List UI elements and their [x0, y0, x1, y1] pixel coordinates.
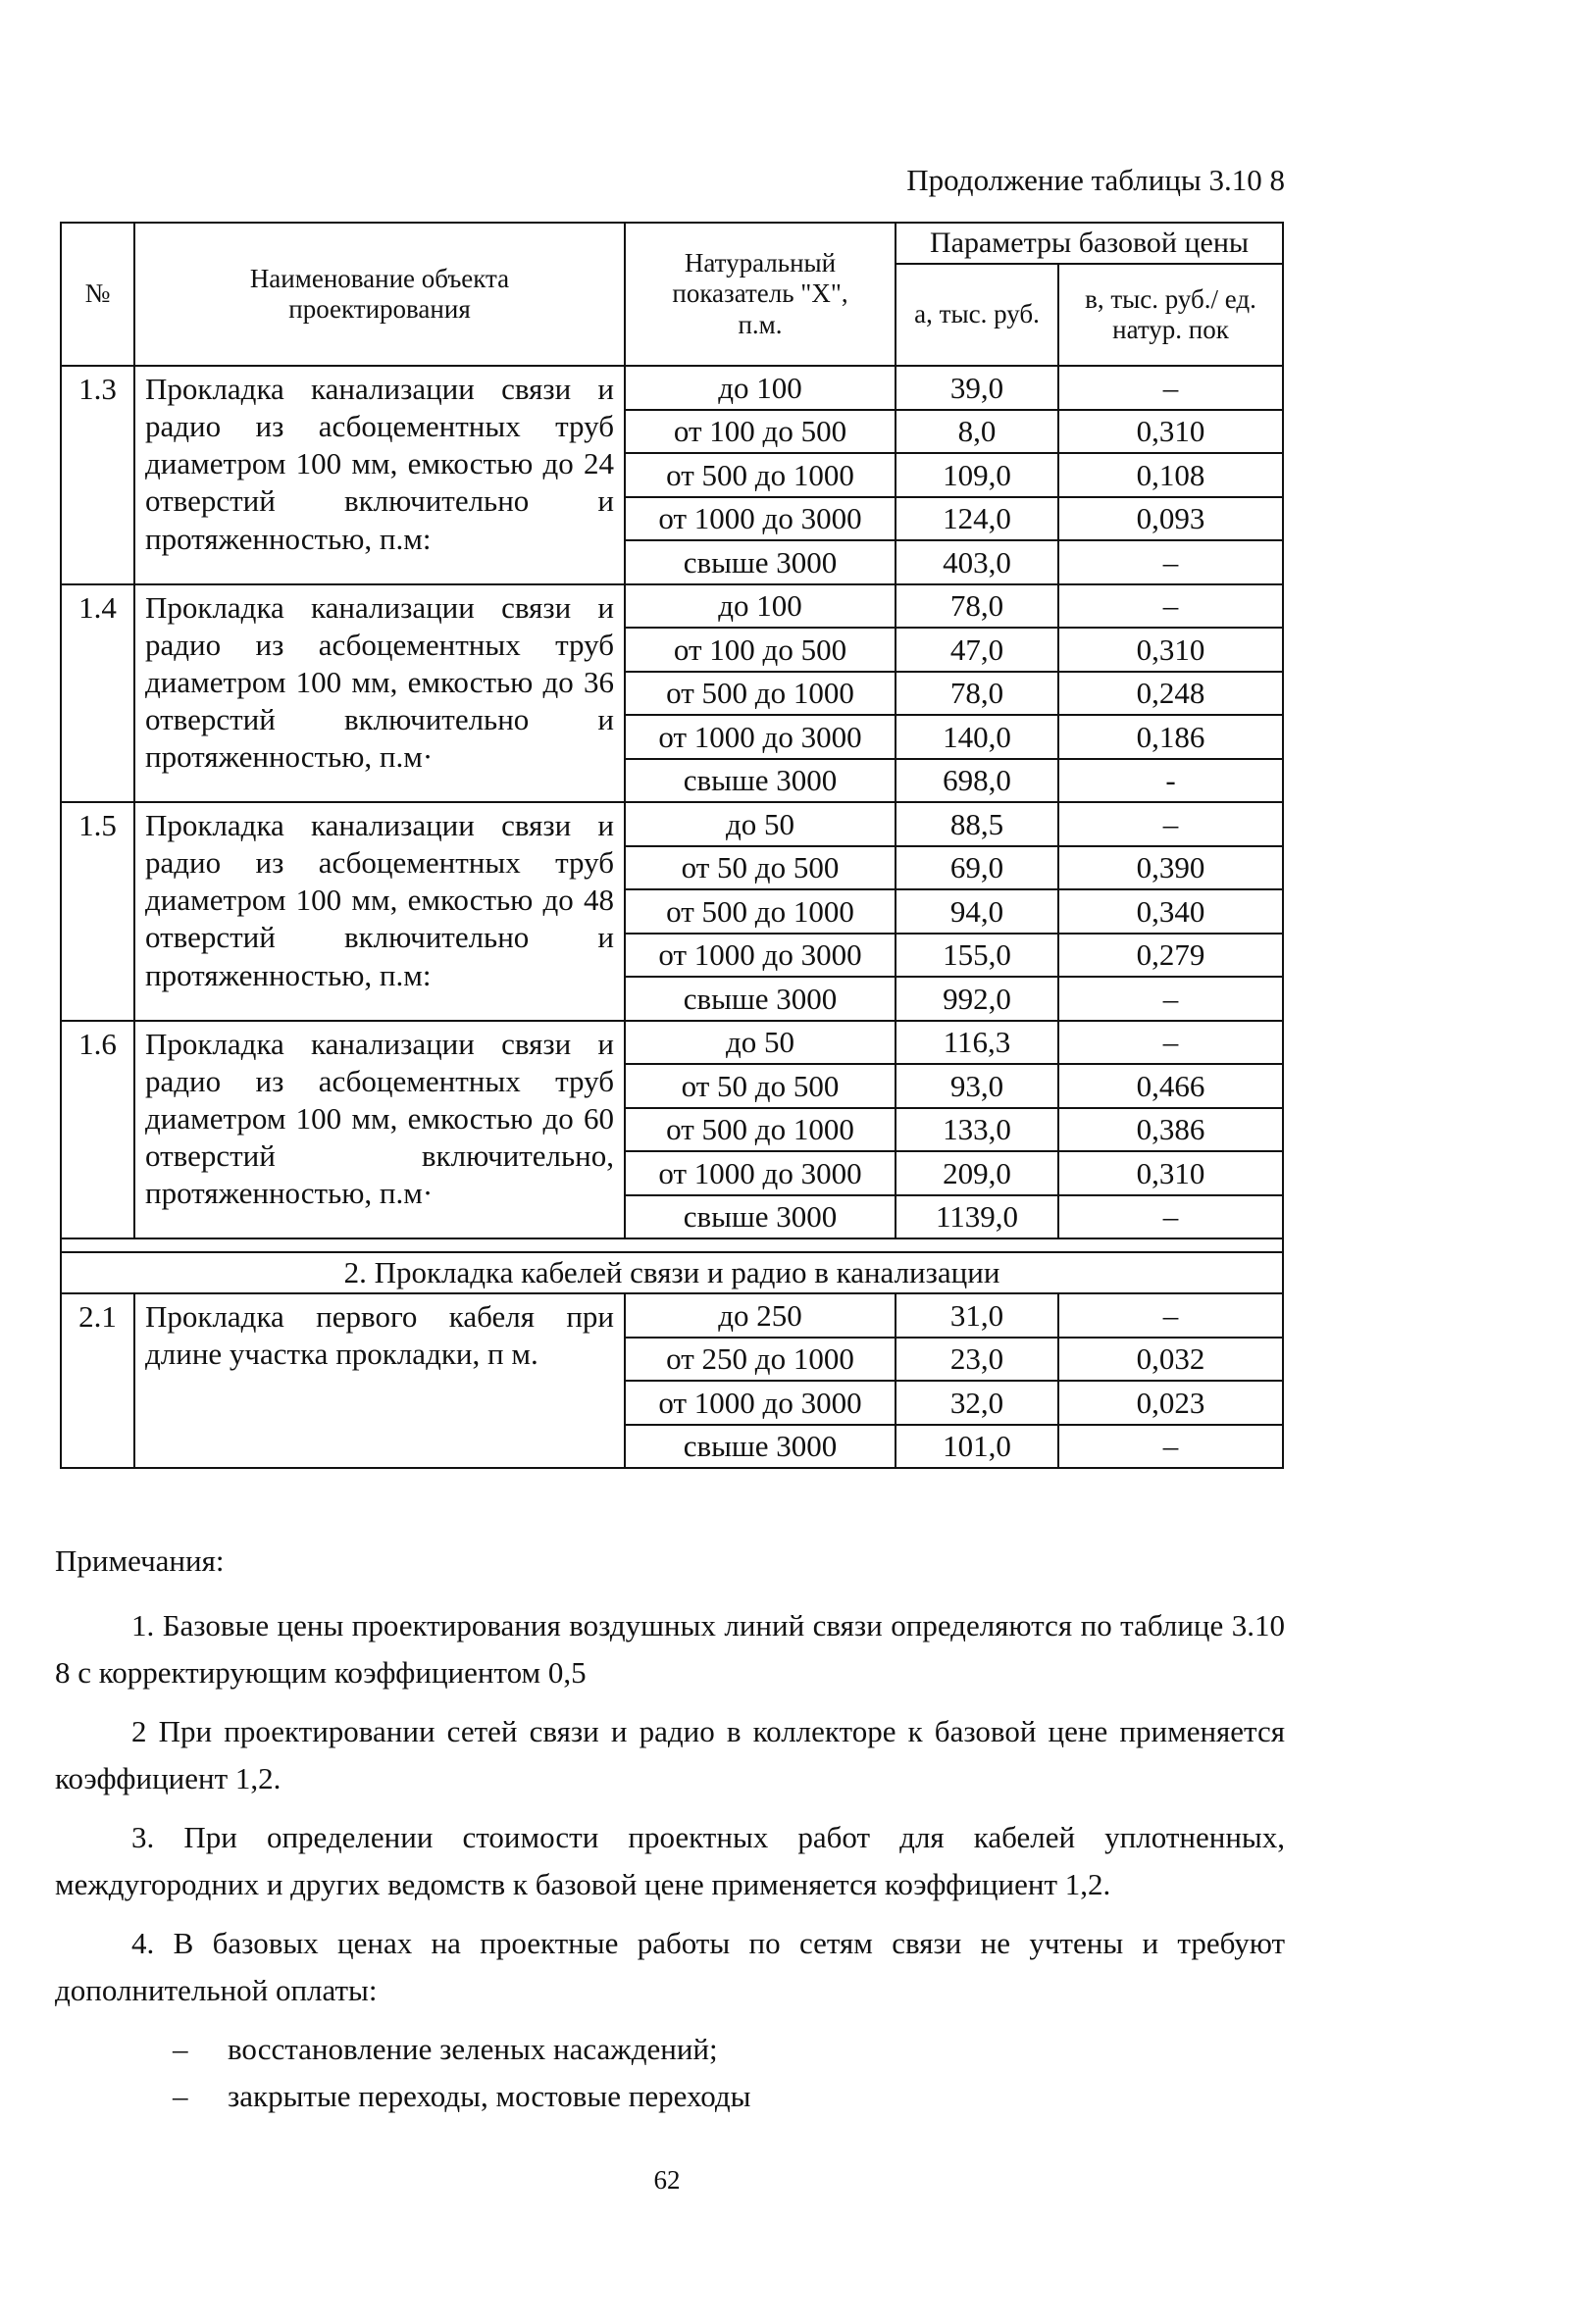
note-dash-item [173, 2073, 1285, 2120]
header-indicator: Натуральный показатель "X", п.м. [625, 223, 896, 366]
note-item: 3. При определении стоимости проектных работ для кабелей уплотненных, междугородних и других ведомств к базовой цене применяется коэффициент 1,2. [55, 1820, 1285, 1902]
header-a: а, тыс. руб. [896, 264, 1058, 366]
dash-item-text: восстановление зеленых насаждений; [228, 2032, 718, 2067]
object-name: Прокладка первого кабеля при длине участка прокладки, п м. [134, 1293, 625, 1468]
note-dash-item [173, 2026, 1285, 2073]
indicator-cell: от 1000 до 3000 [625, 715, 896, 759]
section-spacer [61, 1238, 1283, 1252]
row-number: 1.4 [61, 584, 134, 803]
row-number: 1.3 [61, 366, 134, 584]
price-b-cell: – [1058, 584, 1283, 629]
price-a-cell: 88,5 [896, 802, 1058, 846]
price-a-cell: 78,0 [896, 584, 1058, 629]
object-name: Прокладка канализации связи и радио из асбоцементных труб диаметром 100 мм, емкостью до 36 отверстий включительно и протяженностью, п.м· [134, 584, 625, 803]
price-a-cell: 698,0 [896, 759, 1058, 803]
indicator-cell: до 50 [625, 1021, 896, 1065]
price-a-cell: 101,0 [896, 1425, 1058, 1469]
note-item: 2 При проектировании сетей связи и радио в коллекторе к базовой цене применяется коэффициент 1,2. [55, 1714, 1285, 1796]
price-b-cell: 0,466 [1058, 1064, 1283, 1108]
dash-mark: – [173, 2032, 188, 2067]
note-item: 1. Базовые цены проектирования воздушных линий связи определяются по таблице 3.10 8 с корректирующим коэффициентом 0,5 [55, 1608, 1285, 1691]
price-a-cell: 124,0 [896, 497, 1058, 541]
indicator-cell: до 250 [625, 1293, 896, 1338]
price-table [60, 222, 1284, 1469]
row-number: 1.5 [61, 802, 134, 1021]
dash-mark: – [173, 2079, 188, 2114]
price-b-cell: 0,248 [1058, 672, 1283, 716]
price-b-cell: 0,310 [1058, 410, 1283, 454]
price-a-cell: 31,0 [896, 1293, 1058, 1338]
dash-item-text: закрытые переходы, мостовые переходы [228, 2079, 751, 2114]
row-number: 2.1 [61, 1293, 134, 1468]
price-b-cell: 0,186 [1058, 715, 1283, 759]
indicator-cell: свыше 3000 [625, 1425, 896, 1469]
table-row [61, 366, 1283, 410]
notes [55, 1538, 1285, 2121]
price-b-cell: 0,023 [1058, 1381, 1283, 1425]
indicator-cell: от 50 до 500 [625, 846, 896, 890]
indicator-cell: до 100 [625, 584, 896, 629]
table-row [61, 1021, 1283, 1065]
indicator-cell: свыше 3000 [625, 1195, 896, 1239]
indicator-cell: от 500 до 1000 [625, 453, 896, 497]
header-num: № [61, 223, 134, 366]
indicator-cell: от 1000 до 3000 [625, 497, 896, 541]
header-params: Параметры базовой цены [896, 223, 1283, 264]
page-number: 62 [653, 2165, 681, 2195]
price-b-cell: – [1058, 1293, 1283, 1338]
indicator-cell: до 100 [625, 366, 896, 410]
price-b-cell: 0,310 [1058, 1151, 1283, 1195]
indicator-cell: свыше 3000 [625, 540, 896, 584]
price-b-cell: 0,386 [1058, 1108, 1283, 1152]
price-b-cell: 0,390 [1058, 846, 1283, 890]
indicator-cell: свыше 3000 [625, 759, 896, 803]
indicator-cell: от 500 до 1000 [625, 1108, 896, 1152]
price-a-cell: 47,0 [896, 628, 1058, 672]
object-name: Прокладка канализации связи и радио из асбоцементных труб диаметром 100 мм, емкостью до 48 отверстий включительно и протяженностью, п.м: [134, 802, 625, 1021]
price-a-cell: 1139,0 [896, 1195, 1058, 1239]
price-a-cell: 209,0 [896, 1151, 1058, 1195]
indicator-cell: от 100 до 500 [625, 628, 896, 672]
continuation-title: Продолжение таблицы 3.10 8 [906, 163, 1285, 197]
indicator-cell: от 250 до 1000 [625, 1338, 896, 1382]
table-row [61, 802, 1283, 846]
price-a-cell: 69,0 [896, 846, 1058, 890]
indicator-cell: от 50 до 500 [625, 1064, 896, 1108]
price-a-cell: 78,0 [896, 672, 1058, 716]
indicator-cell: от 1000 до 3000 [625, 934, 896, 978]
price-a-cell: 8,0 [896, 410, 1058, 454]
table-body [61, 366, 1283, 1468]
price-a-cell: 116,3 [896, 1021, 1058, 1065]
price-b-cell: - [1058, 759, 1283, 803]
price-a-cell: 992,0 [896, 977, 1058, 1021]
price-b-cell: – [1058, 1021, 1283, 1065]
price-b-cell: – [1058, 366, 1283, 410]
price-a-cell: 109,0 [896, 453, 1058, 497]
section-row [61, 1252, 1283, 1293]
note-item: 4. В базовых ценах на проектные работы по сетям связи не учтены и требуют дополнительной оплаты: [55, 1926, 1285, 2008]
price-b-cell: – [1058, 1425, 1283, 1469]
indicator-cell: от 1000 до 3000 [625, 1381, 896, 1425]
indicator-cell: от 100 до 500 [625, 410, 896, 454]
price-b-cell: – [1058, 802, 1283, 846]
price-b-cell: 0,310 [1058, 628, 1283, 672]
object-name: Прокладка канализации связи и радио из асбоцементных труб диаметром 100 мм, емкостью до 60 отверстий включительно, протяженностью, п.м· [134, 1021, 625, 1239]
header-b: в, тыс. руб./ ед. натур. пок [1058, 264, 1283, 366]
price-b-cell: – [1058, 1195, 1283, 1239]
object-name: Прокладка канализации связи и радио из асбоцементных труб диаметром 100 мм, емкостью до 24 отверстий включительно и протяженностью, п.м: [134, 366, 625, 584]
table-row [61, 584, 1283, 629]
price-a-cell: 403,0 [896, 540, 1058, 584]
notes-heading: Примечания: [55, 1543, 225, 1578]
price-b-cell: 0,279 [1058, 934, 1283, 978]
price-a-cell: 32,0 [896, 1381, 1058, 1425]
table-row [61, 1293, 1283, 1338]
price-b-cell: – [1058, 977, 1283, 1021]
indicator-cell: до 50 [625, 802, 896, 846]
price-a-cell: 39,0 [896, 366, 1058, 410]
price-a-cell: 93,0 [896, 1064, 1058, 1108]
section-spacer-cell [61, 1238, 1283, 1252]
price-a-cell: 23,0 [896, 1338, 1058, 1382]
indicator-cell: от 500 до 1000 [625, 889, 896, 934]
price-a-cell: 133,0 [896, 1108, 1058, 1152]
price-a-cell: 94,0 [896, 889, 1058, 934]
price-b-cell: 0,340 [1058, 889, 1283, 934]
price-b-cell: – [1058, 540, 1283, 584]
price-b-cell: 0,032 [1058, 1338, 1283, 1382]
price-a-cell: 140,0 [896, 715, 1058, 759]
indicator-cell: от 500 до 1000 [625, 672, 896, 716]
indicator-cell: от 1000 до 3000 [625, 1151, 896, 1195]
price-b-cell: 0,108 [1058, 453, 1283, 497]
indicator-cell: свыше 3000 [625, 977, 896, 1021]
price-a-cell: 155,0 [896, 934, 1058, 978]
header-name: Наименование объекта проектирования [134, 223, 625, 366]
row-number: 1.6 [61, 1021, 134, 1239]
price-b-cell: 0,093 [1058, 497, 1283, 541]
section-title: 2. Прокладка кабелей связи и радио в канализации [61, 1252, 1283, 1293]
